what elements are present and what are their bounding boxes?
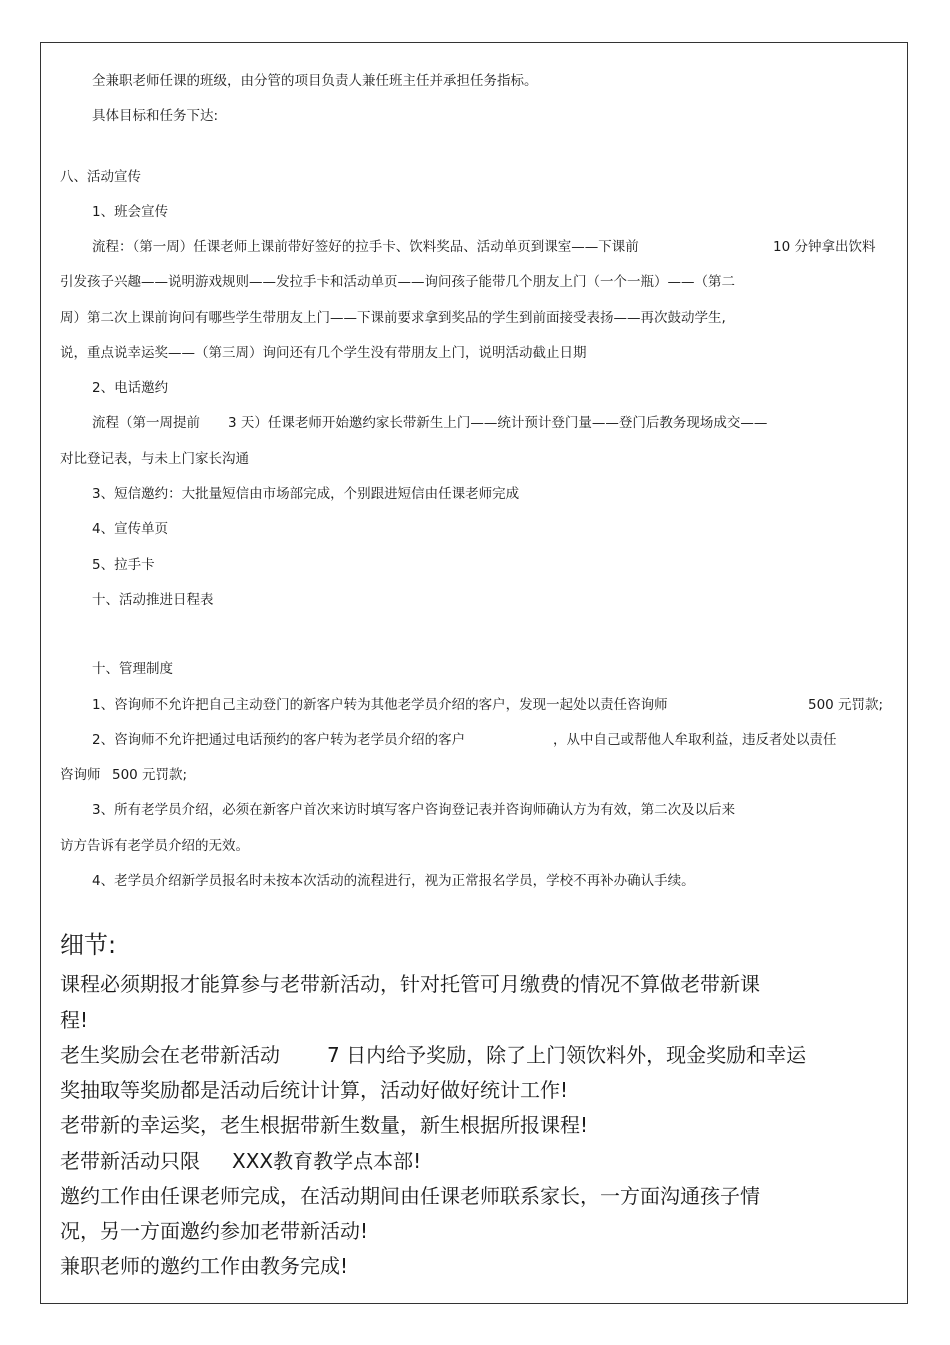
text-line: 2、咨询师不允许把通过电话预约的客户转为老学员介绍的客户 bbox=[92, 732, 466, 748]
text-line: 全兼职老师任课的班级，由分管的项目负责人兼任班主任并承担任务指标。 bbox=[92, 73, 538, 89]
text-line: 4、老学员介绍新学员报名时未按本次活动的流程进行，视为正常报名学员，学校不再补办确认手续。 bbox=[92, 873, 695, 889]
details-line: 兼职老师的邀约工作由教务完成! bbox=[60, 1254, 349, 1278]
details-heading: 细节: bbox=[60, 931, 117, 959]
text-line: 具体目标和任务下达: bbox=[92, 108, 219, 124]
text-line: 流程（第一周提前 bbox=[92, 415, 200, 431]
details-line: 老生奖励会在老带新活动 bbox=[60, 1043, 280, 1067]
details-line: 邀约工作由任课老师完成，在活动期间由任课老师联系家长，一方面沟通孩子情 bbox=[60, 1184, 760, 1208]
details-line: 老带新的幸运奖，老生根据带新生数量，新生根据所报课程! bbox=[60, 1113, 589, 1137]
text-line: 500 元罚款; bbox=[112, 767, 188, 783]
text-line: 10 分钟拿出饮料 bbox=[773, 239, 876, 255]
text-line: 500 元罚款; bbox=[808, 697, 884, 713]
text-line: 1、咨询师不允许把自己主动登门的新客户转为其他老学员介绍的客户，发现一起处以责任咨询师 bbox=[92, 697, 668, 713]
text-line: ，从中自己或帮他人牟取利益，违反者处以责任 bbox=[553, 732, 837, 748]
text-line: 说，重点说幸运奖——（第三周）询问还有几个学生没有带朋友上门，说明活动截止日期 bbox=[60, 345, 587, 361]
text-line: 访方告诉有老学员介绍的无效。 bbox=[60, 838, 249, 854]
section-heading: 十、管理制度 bbox=[92, 661, 173, 677]
text-line: 3 天）任课老师开始邀约家长带新生上门——统计预计登门量——登门后教务现场成交—— bbox=[228, 415, 768, 431]
subsection-heading: 4、宣传单页 bbox=[92, 521, 169, 537]
details-line: 课程必须期报才能算参与老带新活动，针对托管可月缴费的情况不算做老带新课 bbox=[60, 972, 760, 996]
details-line: 老带新活动只限 bbox=[60, 1149, 200, 1173]
details-line: XXX教育教学点本部! bbox=[232, 1149, 422, 1173]
subsection-heading: 2、电话邀约 bbox=[92, 380, 169, 396]
section-heading: 十、活动推进日程表 bbox=[92, 592, 214, 608]
subsection-heading: 1、班会宣传 bbox=[92, 204, 169, 220]
section-heading: 八、活动宣传 bbox=[60, 169, 141, 185]
details-line: 程! bbox=[60, 1008, 89, 1032]
text-line: 对比登记表，与未上门家长沟通 bbox=[60, 451, 249, 467]
text-line: 周）第二次上课前询问有哪些学生带朋友上门——下课前要求拿到奖品的学生到前面接受表扬——再次鼓动学生, bbox=[60, 310, 726, 326]
text-line: 3、短信邀约：大批量短信由市场部完成，个别跟进短信由任课老师完成 bbox=[92, 486, 520, 502]
details-line: 7 日内给予奖励，除了上门领饮料外，现金奖励和幸运 bbox=[327, 1043, 807, 1067]
details-line: 况，另一方面邀约参加老带新活动! bbox=[60, 1219, 369, 1243]
details-line: 奖抽取等奖励都是活动后统计计算，活动好做好统计工作! bbox=[60, 1078, 569, 1102]
text-line: 引发孩子兴趣——说明游戏规则——发拉手卡和活动单页——询问孩子能带几个朋友上门（一个一瓶）——（第二 bbox=[60, 274, 735, 290]
text-line: 流程：（第一周）任课老师上课前带好签好的拉手卡、饮料奖品、活动单页到课室——下课前 bbox=[92, 239, 639, 255]
text-line: 咨询师 bbox=[60, 767, 101, 783]
subsection-heading: 5、拉手卡 bbox=[92, 557, 155, 573]
text-line: 3、所有老学员介绍，必须在新客户首次来访时填写客户咨询登记表并咨询师确认方为有效，第二次及以后来 bbox=[92, 802, 736, 818]
